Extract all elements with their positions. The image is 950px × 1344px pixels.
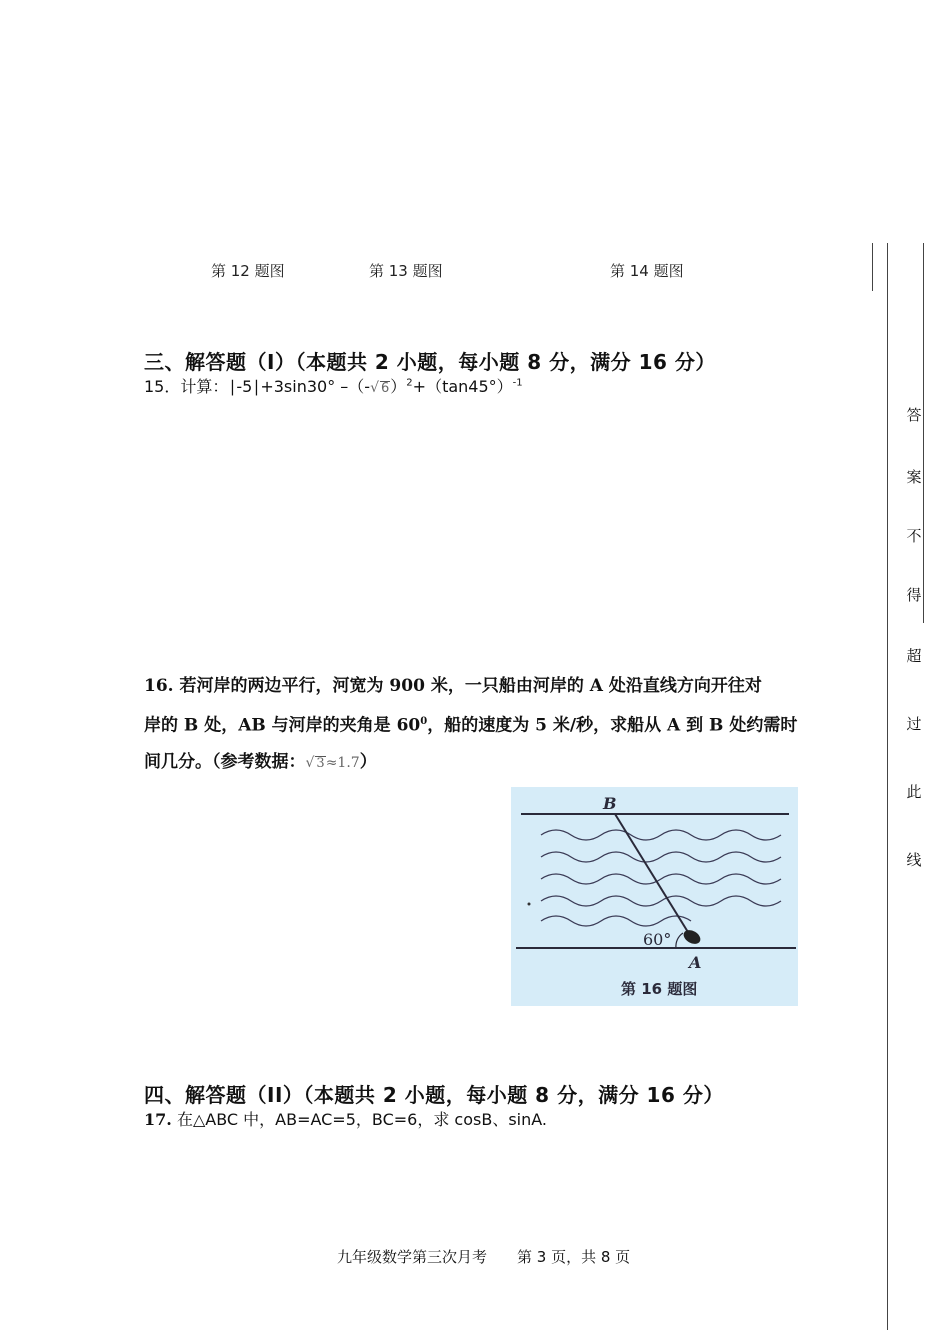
q15-exp1: 2 bbox=[406, 377, 413, 389]
q16-ref-radicand: 3 bbox=[316, 755, 325, 771]
q16-ref-value: ≈1.7 bbox=[325, 754, 360, 771]
q16-line2a: 岸的 B 处，AB 与河岸的夹角是 60 bbox=[144, 715, 421, 736]
q17-number: 17. bbox=[144, 1110, 172, 1129]
margin-line-right bbox=[923, 243, 924, 623]
margin-char: 过 bbox=[906, 715, 922, 733]
section3-heading: 三、解答题（I）（本题共 2 小题，每小题 8 分，满分 16 分） bbox=[144, 350, 716, 374]
margin-char: 此 bbox=[906, 783, 922, 801]
q16-line3 bbox=[144, 744, 797, 781]
stray-dot bbox=[528, 903, 531, 906]
margin-line-short bbox=[872, 243, 873, 291]
q17-question bbox=[144, 1107, 547, 1130]
figure16 bbox=[511, 787, 798, 1006]
sqrt-icon: √ bbox=[370, 380, 379, 396]
q17-text: 在△ABC 中，AB=AC=5，BC=6，求 cosB、sinA. bbox=[176, 1110, 548, 1129]
margin-char: 不 bbox=[906, 527, 922, 545]
q15-prefix: 15．计算： bbox=[144, 377, 229, 396]
margin-char: 答 bbox=[906, 406, 922, 424]
fig13-caption: 第 13 题图 bbox=[369, 262, 443, 280]
q16-line2b: ，船的速度为 5 米/秒，求船从 A 到 B 处约需时 bbox=[427, 715, 798, 736]
q15-exp2: -1 bbox=[512, 377, 523, 389]
q16-question bbox=[144, 668, 797, 781]
margin-char: 案 bbox=[906, 468, 922, 486]
margin-line-left bbox=[887, 243, 888, 1330]
margin-char: 得 bbox=[906, 586, 922, 604]
q16-degree-sup: 0 bbox=[420, 716, 428, 727]
q15-expr-part3: +（tan45°） bbox=[412, 377, 513, 396]
fig14-caption: 第 14 题图 bbox=[610, 262, 684, 280]
sqrt-icon: √ bbox=[305, 754, 315, 771]
q16-line2 bbox=[144, 704, 797, 744]
label-a: A bbox=[689, 953, 702, 972]
label-angle: 60° bbox=[643, 930, 672, 949]
q15-radicand: 6 bbox=[380, 381, 390, 396]
fig12-caption: 第 12 题图 bbox=[211, 262, 285, 280]
label-b: B bbox=[603, 794, 617, 813]
margin-char: 超 bbox=[906, 647, 922, 665]
q15-question bbox=[144, 374, 523, 397]
figure16-caption: 第 16 题图 bbox=[621, 980, 698, 998]
q15-expr-part1: ∣-5∣+3sin30° –（- bbox=[228, 377, 371, 396]
q16-line1: 16. 若河岸的两边平行，河宽为 900 米，一只船由河岸的 A 处沿直线方向开往对 bbox=[144, 676, 762, 696]
q16-line3a: 间几分。（参考数据： bbox=[144, 751, 306, 772]
q16-line3b: ） bbox=[359, 751, 377, 772]
q15-expr-part2: ） bbox=[390, 377, 407, 396]
page-footer: 九年级数学第三次月考 第 3 页，共 8 页 bbox=[337, 1248, 631, 1266]
margin-char: 线 bbox=[906, 851, 922, 869]
section4-heading: 四、解答题（II）（本题共 2 小题，每小题 8 分，满分 16 分） bbox=[144, 1083, 724, 1107]
